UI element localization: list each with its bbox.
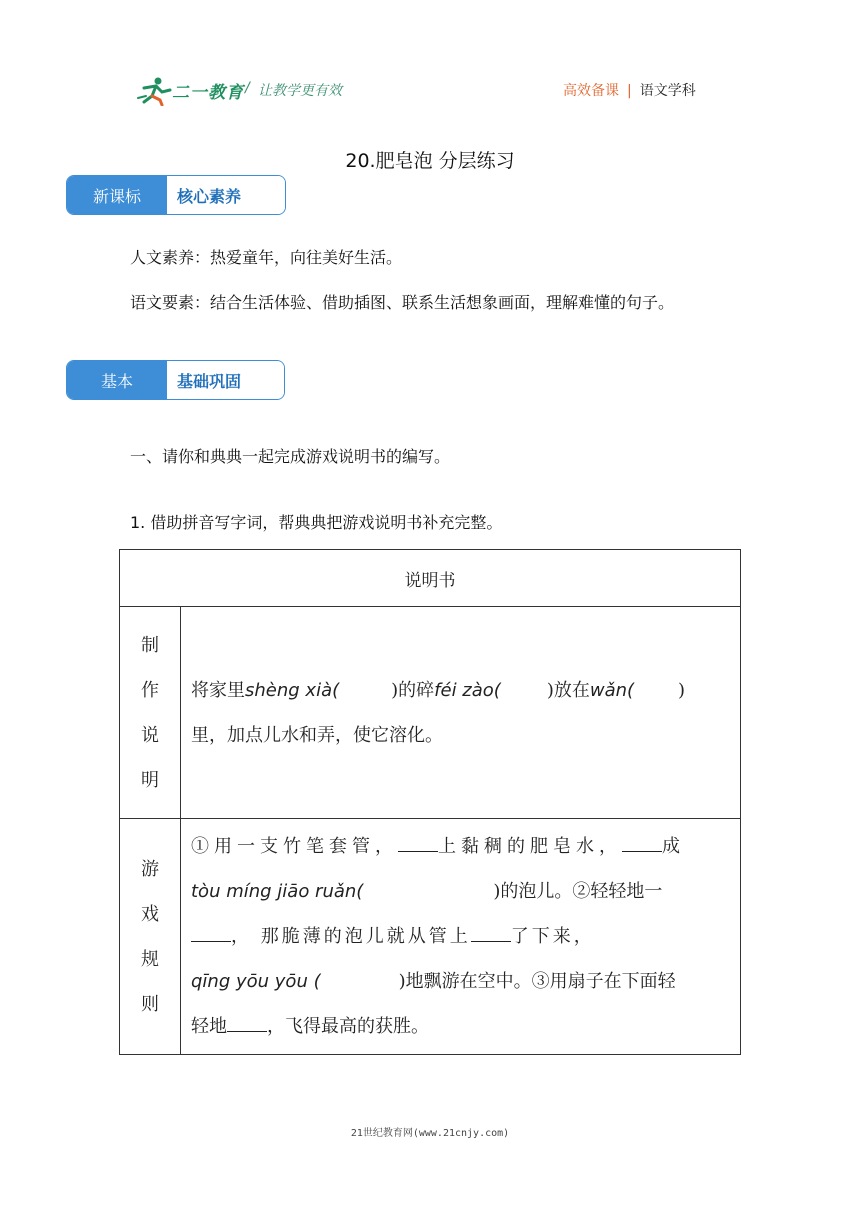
literacy-line: 人文素养：热爱童年，向往美好生活。: [130, 248, 403, 267]
blank[interactable]: [622, 835, 662, 852]
side-char: 则: [141, 993, 159, 1015]
side-char: 说: [141, 724, 159, 746]
text-segment: 了下来，: [510, 926, 595, 947]
banner-value: 核心素养: [167, 176, 285, 214]
question-1: 一、请你和典典一起完成游戏说明书的编写。: [130, 447, 451, 466]
game-rules: [181, 819, 741, 1055]
footer: 21世纪教育网(www.21cnjy.com): [350, 1128, 510, 1139]
text-segment: 上黏稠的肥皂水，: [438, 836, 622, 857]
table-header: 说明书: [120, 550, 741, 607]
section-banner-basic: [66, 360, 285, 400]
making-instructions: [181, 607, 741, 819]
slogan-divider: /: [245, 80, 250, 96]
text-segment: )放在: [546, 679, 590, 701]
instruction-table: [119, 549, 741, 1055]
logo-runner-icon: [136, 76, 176, 106]
pinyin-wan: wǎn(: [589, 679, 635, 701]
side-char: 规: [141, 948, 159, 970]
side-char: 明: [141, 769, 159, 791]
header-subject: 语文学科: [639, 83, 696, 99]
row-label-rules: [120, 819, 181, 1055]
text-segment: ， 那脆薄的泡儿就从管上: [231, 926, 471, 947]
slogan: 让教学更有效: [258, 83, 342, 99]
text-segment: 成: [662, 836, 685, 857]
section-banner-core: [66, 175, 286, 215]
side-char: 游: [141, 858, 159, 880]
header-right: [563, 80, 696, 100]
banner-label: 新课标: [67, 176, 167, 214]
text-segment: ): [678, 679, 686, 701]
side-char: 制: [141, 634, 159, 656]
language-line: 语文要素：结合生活体验、借助插图、联系生活想象画面，理解难懂的句子。: [130, 293, 675, 312]
text-segment: 轻地: [191, 1016, 227, 1037]
blank[interactable]: [471, 925, 511, 942]
page-title: 20.肥皂泡 分层练习: [345, 150, 515, 172]
banner-label: 基本: [67, 361, 167, 399]
text-segment: 将家里: [191, 679, 245, 701]
text-segment: ，飞得最高的获胜。: [267, 1016, 429, 1037]
row-label-making: [120, 607, 181, 819]
blank[interactable]: [398, 835, 438, 852]
logo-text: 二一教育: [172, 83, 244, 103]
banner-value: 基础巩固: [167, 361, 284, 399]
side-char: 戏: [141, 903, 159, 925]
header-separator: |: [627, 83, 632, 99]
text-segment: )的碎: [391, 679, 435, 701]
text-segment: )地飘游在空中。③用扇子在下面轻: [398, 971, 676, 992]
pinyin-shengxia: shèng xià(: [245, 679, 340, 701]
blank[interactable]: [191, 925, 231, 942]
text-segment: ①用一支竹笔套管，: [191, 836, 398, 857]
pinyin-qingyouyou: qīng yōu yōu (: [191, 971, 321, 992]
text-segment: 里，加点儿水和弄，使它溶化。: [191, 724, 443, 746]
blank[interactable]: [227, 1015, 267, 1032]
text-segment: )的泡儿。②轻轻地一: [493, 881, 663, 902]
header-label: 高效备课: [563, 83, 619, 99]
pinyin-feizao: féi zào(: [434, 679, 501, 701]
pinyin-toumingjiaoruan: tòu míng jiāo ruǎn(: [191, 881, 364, 902]
question-1-1: 1. 借助拼音写字词，帮典典把游戏说明书补充完整。: [130, 513, 503, 532]
side-char: 作: [141, 679, 159, 701]
